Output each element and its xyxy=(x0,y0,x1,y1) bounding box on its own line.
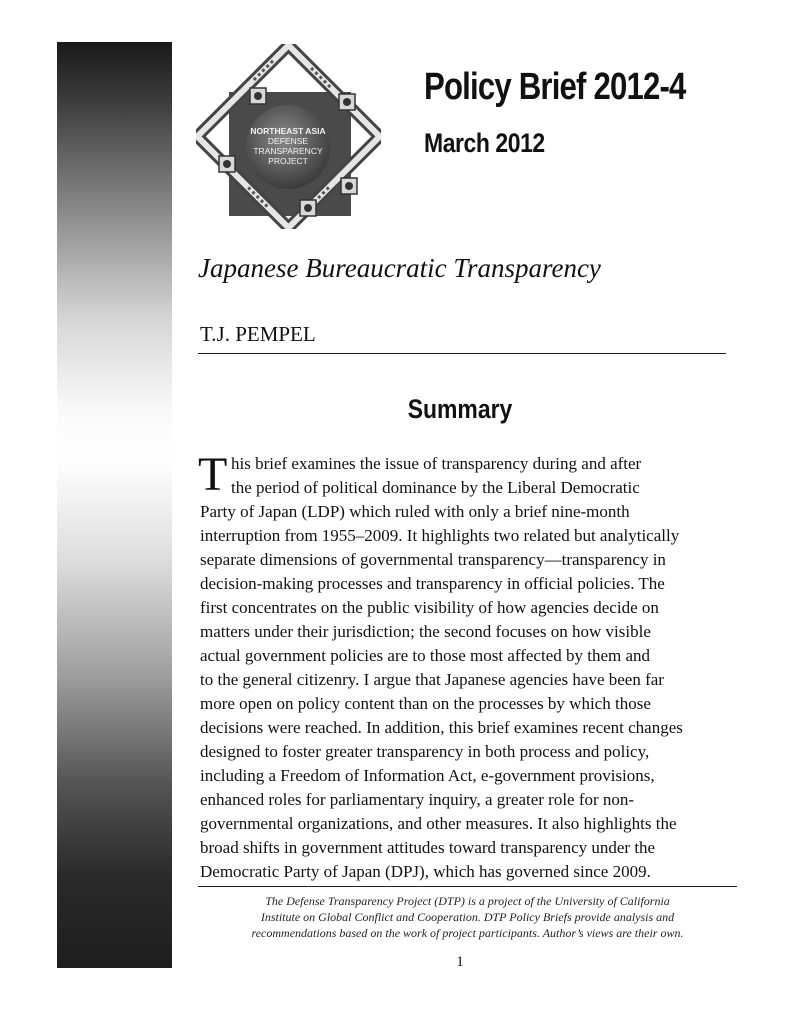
drop-cap-letter: T xyxy=(198,448,228,501)
decorative-gradient-bar xyxy=(57,42,172,968)
logo-text-line3: TRANSPARENCY xyxy=(253,146,323,156)
summary-line: decision-making processes and transparency in official policies. The xyxy=(200,574,665,593)
footer-divider xyxy=(198,886,737,887)
summary-line: Party of Japan (LDP) which ruled with only a brief nine-month xyxy=(200,502,630,521)
summary-line: broad shifts in government attitudes toward transparency under the xyxy=(200,838,656,857)
summary-line: governmental organizations, and other measures. It also highlights the xyxy=(200,814,677,833)
footer-note-line: recommendations based on the work of project participants. Author’s views are their own. xyxy=(251,926,684,940)
logo-text-line2: DEFENSE xyxy=(267,136,309,146)
summary-line: separate dimensions of governmental transparency—transparency in xyxy=(200,550,666,569)
summary-line: the period of political dominance by the Liberal Democratic xyxy=(231,478,640,497)
summary-line: first concentrates on the public visibility of how agencies decide on xyxy=(200,598,659,617)
page-number: 1 xyxy=(456,954,464,970)
footer-disclaimer xyxy=(200,893,735,941)
title-divider xyxy=(198,353,726,354)
summary-line: matters under their jurisdiction; the second focuses on how visible xyxy=(200,622,651,641)
summary-line: actual government policies are to those most affected by them and xyxy=(200,646,651,665)
document-title: Japanese Bureaucratic Transparency xyxy=(198,253,601,283)
project-logo xyxy=(196,44,381,229)
summary-paragraph xyxy=(198,448,740,884)
logo-text-line1: NORTHEAST ASIA xyxy=(250,126,326,136)
policy-brief-date: March 2012 xyxy=(424,128,545,158)
policy-brief-title: Policy Brief 2012-4 xyxy=(424,66,686,108)
summary-line: his brief examines the issue of transparency during and after xyxy=(231,454,642,473)
summary-line: decisions were reached. In addition, this brief examines recent changes xyxy=(200,718,683,737)
summary-line: Democratic Party of Japan (DPJ), which has governed since 2009. xyxy=(200,862,651,881)
summary-heading: Summary xyxy=(407,394,513,424)
logo-text-line4: PROJECT xyxy=(268,156,308,166)
summary-line: designed to foster greater transparency in both process and policy, xyxy=(200,742,650,761)
summary-line: enhanced roles for parliamentary inquiry, a greater role for non- xyxy=(200,790,635,809)
footer-note-line: Institute on Global Conflict and Cooperation. DTP Policy Briefs provide analysis and xyxy=(260,910,675,924)
summary-line: including a Freedom of Information Act, e-government provisions, xyxy=(200,766,655,785)
summary-line: to the general citizenry. I argue that Japanese agencies have been far xyxy=(200,670,664,689)
footer-note-line: The Defense Transparency Project (DTP) is a project of the University of California xyxy=(265,894,670,908)
summary-line: more open on policy content than on the processes by which those xyxy=(200,694,651,713)
summary-line: interruption from 1955–2009. It highlights two related but analytically xyxy=(200,526,680,545)
logo-graphic xyxy=(196,44,381,229)
author-name: T.J. PEMPEL xyxy=(200,322,316,346)
